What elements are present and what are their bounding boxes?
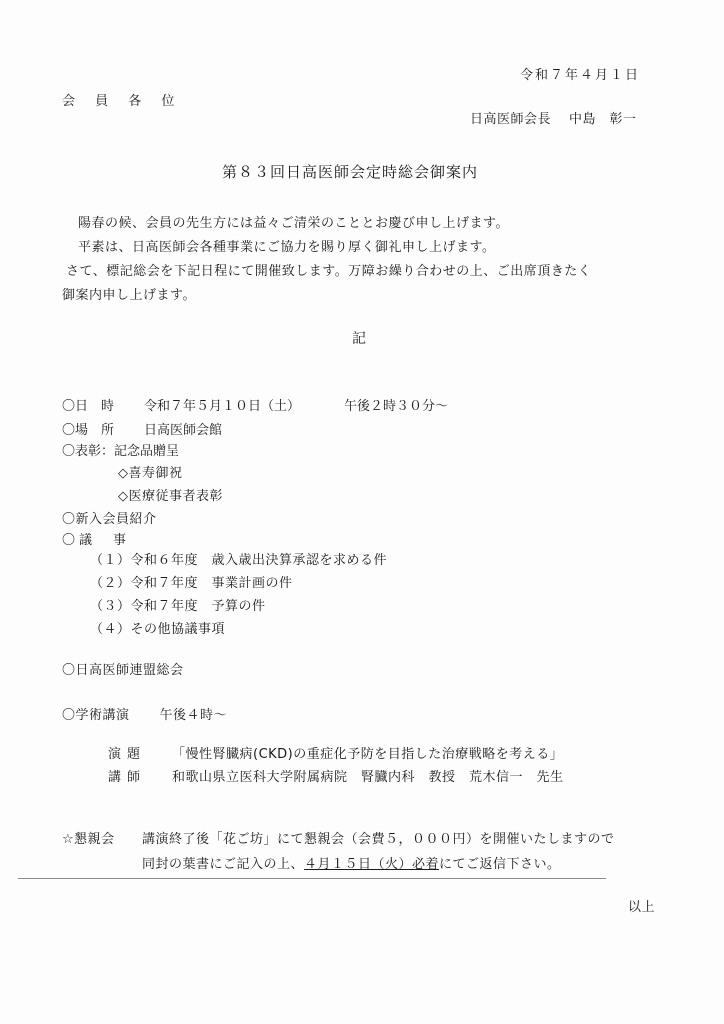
agenda-item: （３）令和７年度 予算の件	[90, 599, 266, 614]
sender	[470, 112, 637, 128]
agenda-item: （１）令和６年度 歳入歳出決算承認を求める件	[90, 553, 388, 568]
meeting-date-row	[62, 399, 448, 415]
greeting-line: さて、標記総会を下記日程にて開催致します。万障お繰り合わせの上、ご出席頂きたく	[66, 264, 592, 279]
document-title: 第８３回日高医師会定時総会御案内	[222, 163, 479, 181]
lecture-theme-row	[108, 747, 563, 763]
divider-line	[18, 878, 606, 879]
closing-mark: 以上	[628, 900, 656, 915]
greeting-line: 平素は、日高医師会各種事業にご協力を賜り厚く御礼申し上げます。	[78, 240, 496, 255]
lecture-label: 〇学術講演	[62, 708, 130, 723]
date-value: 令和７年５月１０日（土）	[144, 399, 301, 414]
social-reply-post: にてご返信下さい。	[439, 857, 561, 872]
agenda-item: （２）令和７年度 事業計画の件	[90, 576, 293, 591]
meeting-place-row	[62, 423, 222, 439]
theme-value: 「慢性腎臓病(CKD)の重症化予防を目指した治療戦略を考える」	[172, 747, 564, 762]
award-row: 〇表彰：記念品贈呈	[62, 444, 180, 459]
social-reply-pre: 同封の葉書にご記入の上、	[142, 857, 305, 872]
sender-title: 日高医師会長	[470, 112, 552, 127]
place-label: 〇場 所	[62, 423, 115, 438]
social-row	[62, 832, 615, 848]
theme-label: 演題	[108, 747, 147, 762]
time-value: 午後２時３０分～	[344, 399, 449, 414]
date-label: 〇日 時	[62, 399, 115, 414]
greeting-line: 陽春の候、会員の先生方には益々ご清栄のこととお慶び申し上げます。	[78, 216, 509, 231]
addressee: 会 員 各 位	[62, 94, 183, 109]
agenda-item: （４）その他協議事項	[90, 622, 226, 637]
award-sub-item: ◇喜寿御祝	[118, 466, 183, 481]
award-sub-item: ◇医療従事者表彰	[118, 489, 223, 504]
reply-deadline: ４月１５日（火）必着	[304, 857, 440, 872]
ki-heading: 記	[352, 331, 367, 347]
social-label: ☆懇親会	[62, 832, 115, 847]
speaker-value: 和歌山県立医科大学附属病院 腎臓内科 教授 荒木信一 先生	[172, 770, 564, 785]
new-members-row: 〇新入会員紹介	[62, 512, 157, 527]
social-text: 講演終了後「花ご坊」にて懇親会（会費５，０００円）を開催いたしますので	[142, 832, 615, 847]
lecture-speaker-row	[108, 770, 564, 786]
sender-name: 中島 彰一	[569, 112, 637, 127]
lecture-row	[62, 708, 227, 724]
greeting-line: 御案内申し上げます。	[62, 288, 196, 303]
speaker-label: 講師	[108, 770, 147, 785]
issue-date: 令和７年４月１日	[520, 68, 641, 83]
social-reply-line	[142, 857, 561, 873]
league-meeting-row: 〇日高医師連盟総会	[62, 663, 184, 678]
place-value: 日高医師会館	[144, 423, 223, 438]
lecture-time: 午後４時～	[159, 708, 228, 723]
agenda-label: 〇議 事	[62, 533, 131, 548]
